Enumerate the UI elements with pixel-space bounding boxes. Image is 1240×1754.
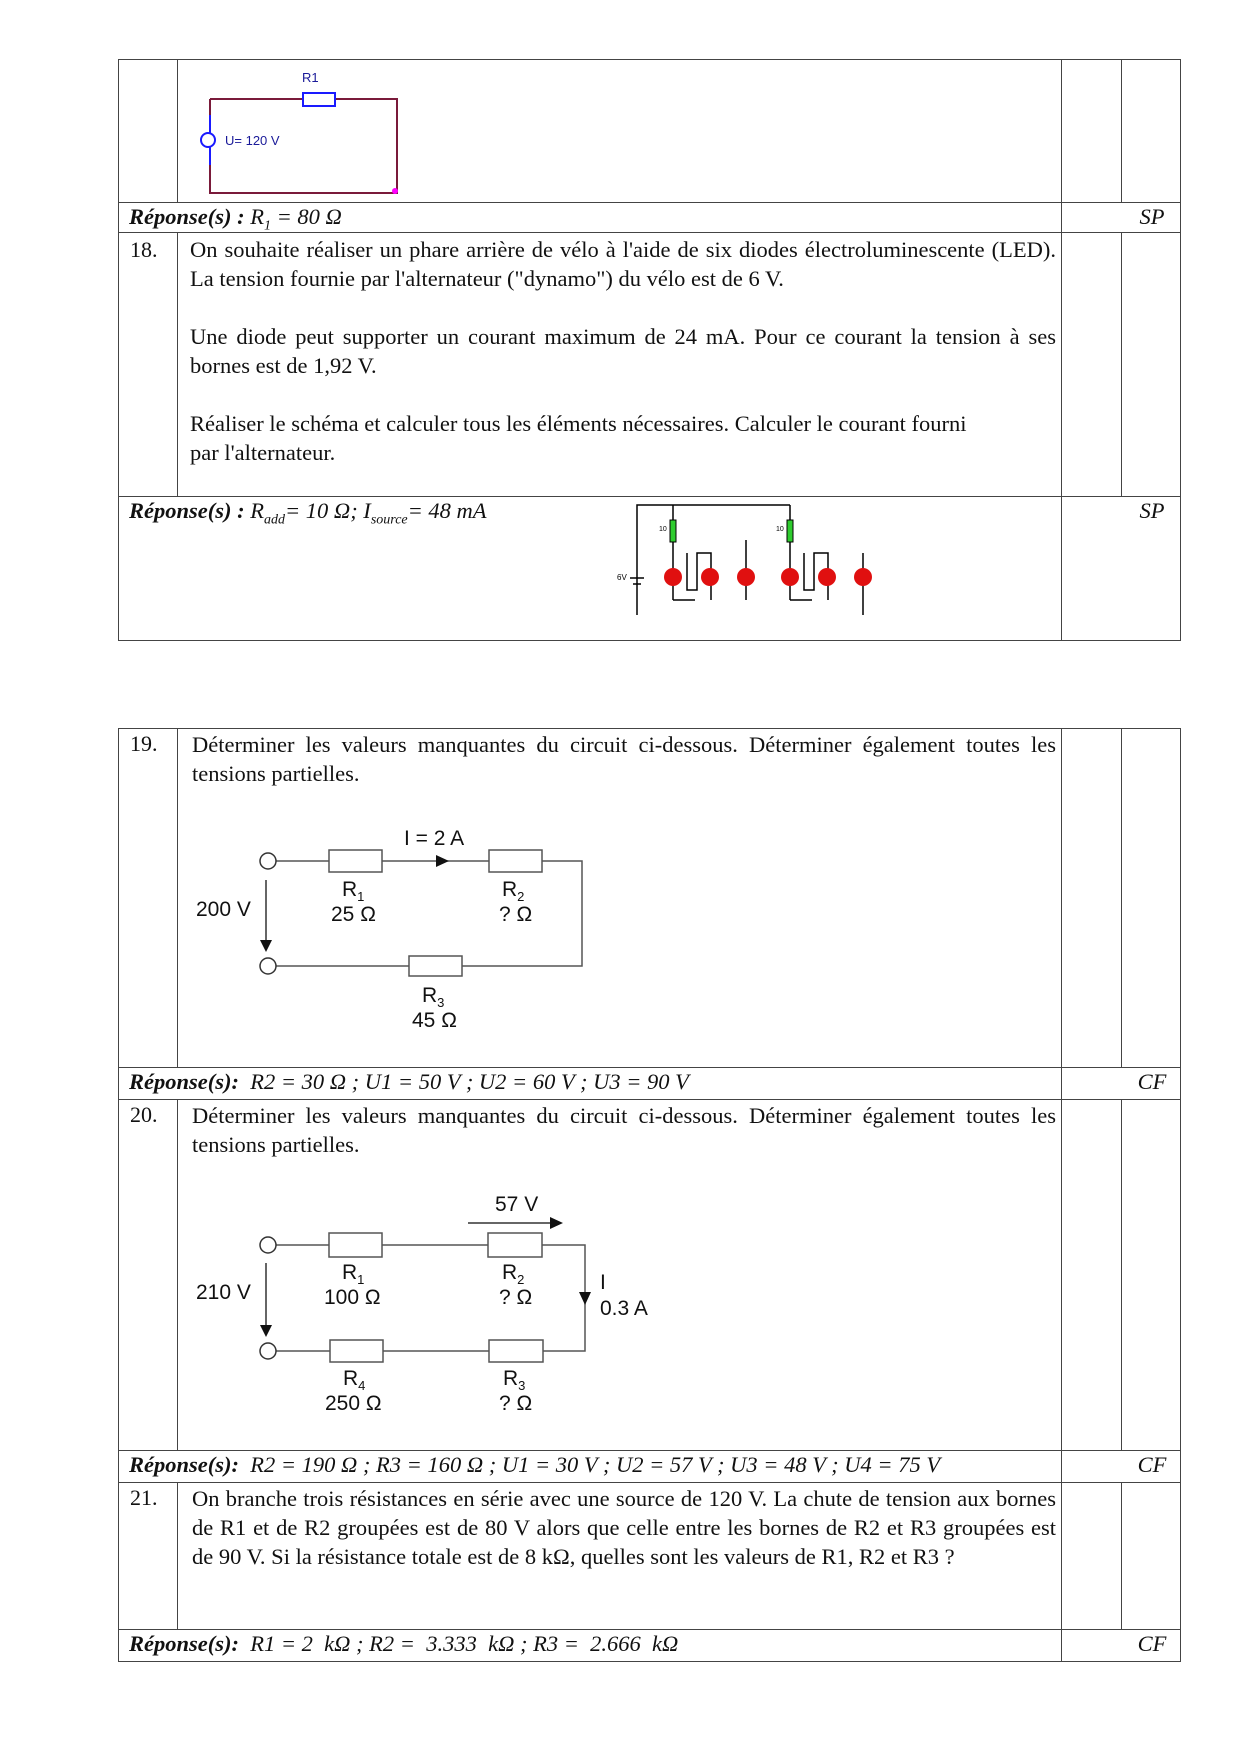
q20-answer: Réponse(s): R2 = 190 Ω ; R3 = 160 Ω ; U1 = 30 V ; U2 = 57 V ; U3 = 48 V ; U4 = 75 V (129, 1452, 941, 1477)
svg-text:10: 10 (659, 526, 667, 533)
q18-answer: Réponse(s) : $R_{add}= 10$ Ω; $I_{source}= 48$ mA (129, 498, 487, 528)
svg-text:100 Ω: 100 Ω (324, 1286, 381, 1309)
resistor-1 (670, 520, 676, 542)
q20-answer-row (118, 1450, 1181, 1483)
svg-text:R3: $R_3$ (422, 984, 445, 1010)
q19-answer: Réponse(s): R2 = 30 Ω ; U1 = 50 V ; U2 = 60 V ; U3 = 90 V (129, 1069, 689, 1094)
led-icon (818, 568, 836, 586)
svg-text:R3: $R_3$ (503, 1367, 526, 1393)
q21-row (118, 1482, 1181, 1630)
svg-text:45 Ω: 45 Ω (412, 1009, 457, 1032)
svg-text:0.3 A: 0.3 A (600, 1297, 648, 1320)
svg-text:? Ω: ? Ω (499, 1392, 533, 1415)
svg-text:? Ω: ? Ω (499, 903, 533, 926)
voltage-source-icon (201, 133, 215, 147)
svg-text:R1: $R_1$ (342, 1261, 365, 1287)
q21-code: CF (1137, 1631, 1167, 1656)
q19-number: 19. (130, 731, 158, 756)
led-icon (854, 568, 872, 586)
q21-text: On branche trois résistances en série avec une source de 120 V. La chute de tension aux bornes de R1 et de R2 groupées est de 80 V alors que celle entre les bornes de R2 et R3 groupées est de 90 V. Si la résistance totale est de 8 kΩ, quelles sont les valeurs de R1, R2 et R3 ? (192, 1486, 1056, 1569)
q17-figure-row (118, 59, 1181, 203)
q20-row (118, 1099, 1181, 1451)
q17-code: SP (1139, 204, 1165, 229)
q19-row (118, 728, 1181, 1068)
r1-label: R1 (302, 70, 319, 85)
q19-text: Déterminer les valeurs manquantes du circuit ci-dessous. Déterminer également toutes les tensions partielles. (192, 732, 1056, 786)
led-icon (701, 568, 719, 586)
q20-text: Déterminer les valeurs manquantes du circuit ci-dessous. Déterminer également toutes les tensions partielles. (192, 1103, 1056, 1157)
resistor-r1 (303, 93, 335, 106)
svg-text:I: I (600, 1271, 606, 1294)
q20-code: CF (1137, 1452, 1167, 1477)
svg-text:R2: $R_2$ (502, 1261, 525, 1287)
q17-answer: Réponse(s) : $R_1 = 80$ Ω (129, 204, 342, 234)
q21-answer-row (118, 1629, 1181, 1662)
led-icon (781, 568, 799, 586)
q18-answer-row (118, 496, 1181, 641)
svg-text:250 Ω: 250 Ω (325, 1392, 382, 1415)
q18-number: 18. (130, 237, 158, 262)
svg-text:210 V: 210 V (196, 1281, 251, 1304)
svg-text:R4: $R_4$ (343, 1367, 366, 1393)
q21-number: 21. (130, 1485, 158, 1510)
source-label: U= 120 V (225, 133, 280, 148)
svg-text:10: 10 (776, 526, 784, 533)
svg-text:57 V: 57 V (495, 1193, 539, 1216)
resistor-2 (787, 520, 793, 542)
q21-answer: Réponse(s): R1 = 2 kΩ ; R2 = 3.333 kΩ ; R3 = 2.666 kΩ (129, 1631, 679, 1656)
q17-answer-row (118, 202, 1181, 233)
svg-text:R1: $R_1$ (342, 878, 365, 904)
led-icon (664, 568, 682, 586)
q19-answer-row (118, 1067, 1181, 1100)
q18-row (118, 232, 1181, 497)
svg-text:25 Ω: 25 Ω (331, 903, 376, 926)
battery-label: 6V (617, 573, 627, 582)
svg-text:? Ω: ? Ω (499, 1286, 533, 1309)
led-icon (737, 568, 755, 586)
q18-text: On souhaite réaliser un phare arrière de vélo à l'aide de six diodes électroluminescente (LED). La tension fournie par l'alternateur ("dynamo") du vélo est de 6 V. Une diode peut supporter un courant maximum de 24 mA. Pour ce courant la tension à ses bornes est de 1,92 V. Réaliser le schéma et calculer tous les éléments nécessaires. Calculer le courant fourni par l'alternateur. (190, 237, 1056, 465)
q18-code: SP (1139, 498, 1165, 523)
q19-code: CF (1137, 1069, 1167, 1094)
q20-number: 20. (130, 1102, 158, 1127)
svg-text:I = 2 A: I = 2 A (404, 827, 465, 850)
svg-text:200 V: 200 V (196, 898, 251, 921)
svg-text:R2: $R_2$ (502, 878, 525, 904)
